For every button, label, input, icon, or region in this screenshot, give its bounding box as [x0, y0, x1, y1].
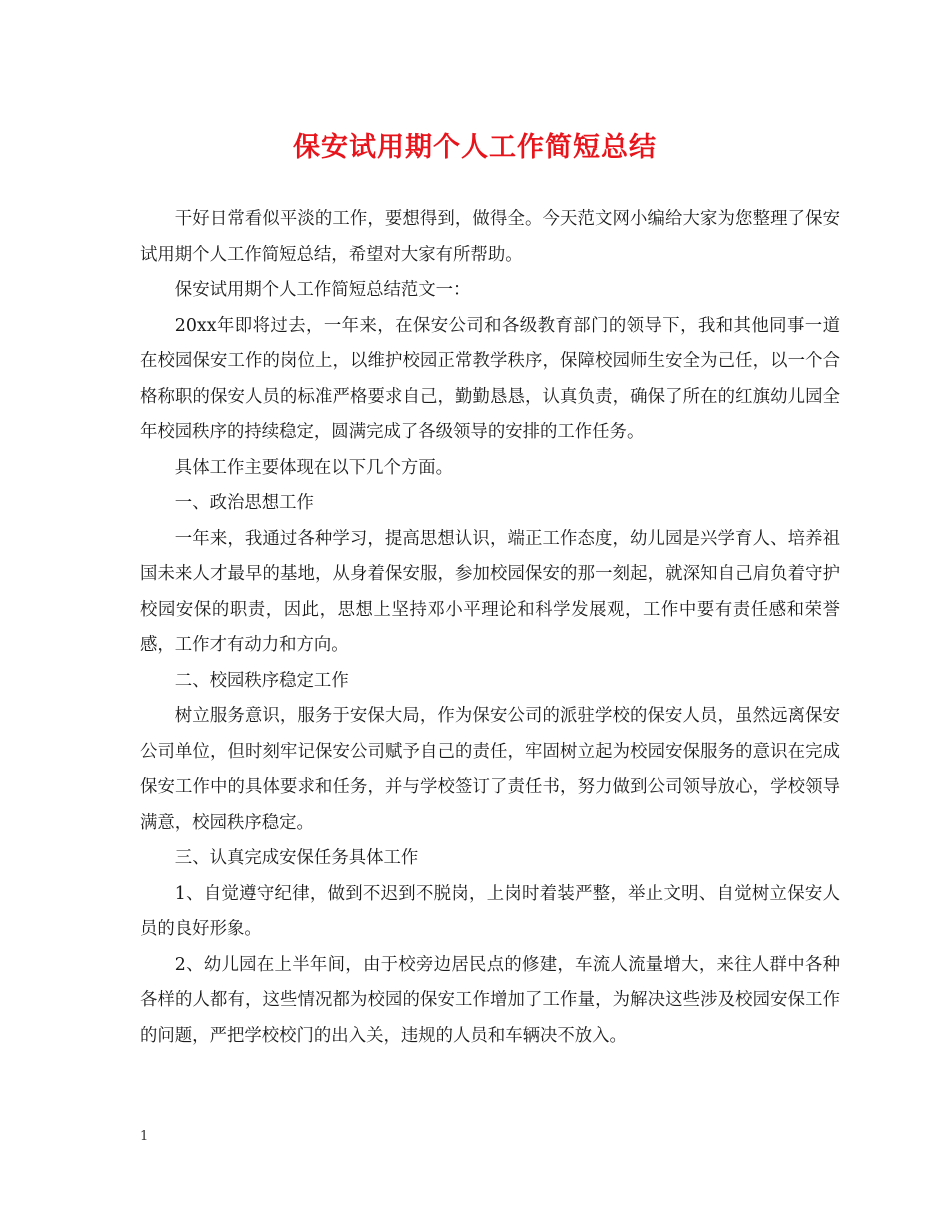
- paragraph-aspects-intro: 具体工作主要体现在以下几个方面。: [174, 457, 454, 478]
- paragraph-campus-order: 树立服务意识，服务于安保大局，作为保安公司的派驻学校的保安人员，虽然远离保安公司单位，但时刻牢记保安公司赋予自己的责任，牢固树立起为校园安保服务的意识在完成保安工作中的具体要求和任务，并与学校签订了责任书，努力做到公司领导放心，学校领导满意，校园秩序稳定。: [140, 706, 840, 833]
- section-heading-political: 一、政治思想工作: [174, 493, 314, 513]
- paragraph-task-1: 1、自觉遵守纪律，做到不迟到不脱岗，上岗时着装严整，举止文明、自觉树立保安人员的良好形象。: [140, 883, 840, 939]
- paragraph-task-2: 2、幼儿园在上半年间，由于校旁边居民点的修建，车流人流量增大，来往人群中各种各样的人都有，这些情况都为校园的保安工作增加了工作量，为解决这些涉及校园安保工作的问题，严把学校校门的出入关，违规的人员和车辆决不放入。: [140, 954, 840, 1046]
- section-heading-campus-order: 二、校园秩序稳定工作: [174, 670, 349, 691]
- document-body: [140, 202, 840, 1054]
- page-number: 1: [140, 1129, 149, 1144]
- paragraph-intro: 干好日常看似平淡的工作，要想得到，做得全。今天范文网小编给大家为您整理了保安试用期个人工作简短总结，希望对大家有所帮助。: [140, 209, 840, 265]
- paragraph-political: 一年来，我通过各种学习，提高思想认识，端正工作态度，幼儿园是兴学育人、培养祖国未来人才最早的基地，从身着保安服，参加校园保安的那一刻起，就深知自己肩负着守护校园安保的职责，因此，思想上坚持邓小平理论和科学发展观，工作中要有责任感和荣誉感，工作才有动力和方向。: [140, 528, 840, 655]
- section-heading-security-tasks: 三、认真完成安保任务具体工作: [174, 848, 419, 868]
- document-title: 保安试用期个人工作简短总结: [293, 132, 657, 163]
- paragraph-year-summary: 20xx年即将过去，一年来，在保安公司和各级教育部门的领导下，我和其他同事一道在校园保安工作的岗位上，以维护校园正常教学秩序，保障校园师生安全为己任，以一个合格称职的保安人员的标准严格要求自己，勤勤恳恳，认真负责，确保了所在的红旗幼儿园全年校园秩序的持续稳定，圆满完成了各级领导的安排的工作任务。: [140, 315, 840, 442]
- paragraph-sample-heading: 保安试用期个人工作简短总结范文一：: [174, 280, 471, 300]
